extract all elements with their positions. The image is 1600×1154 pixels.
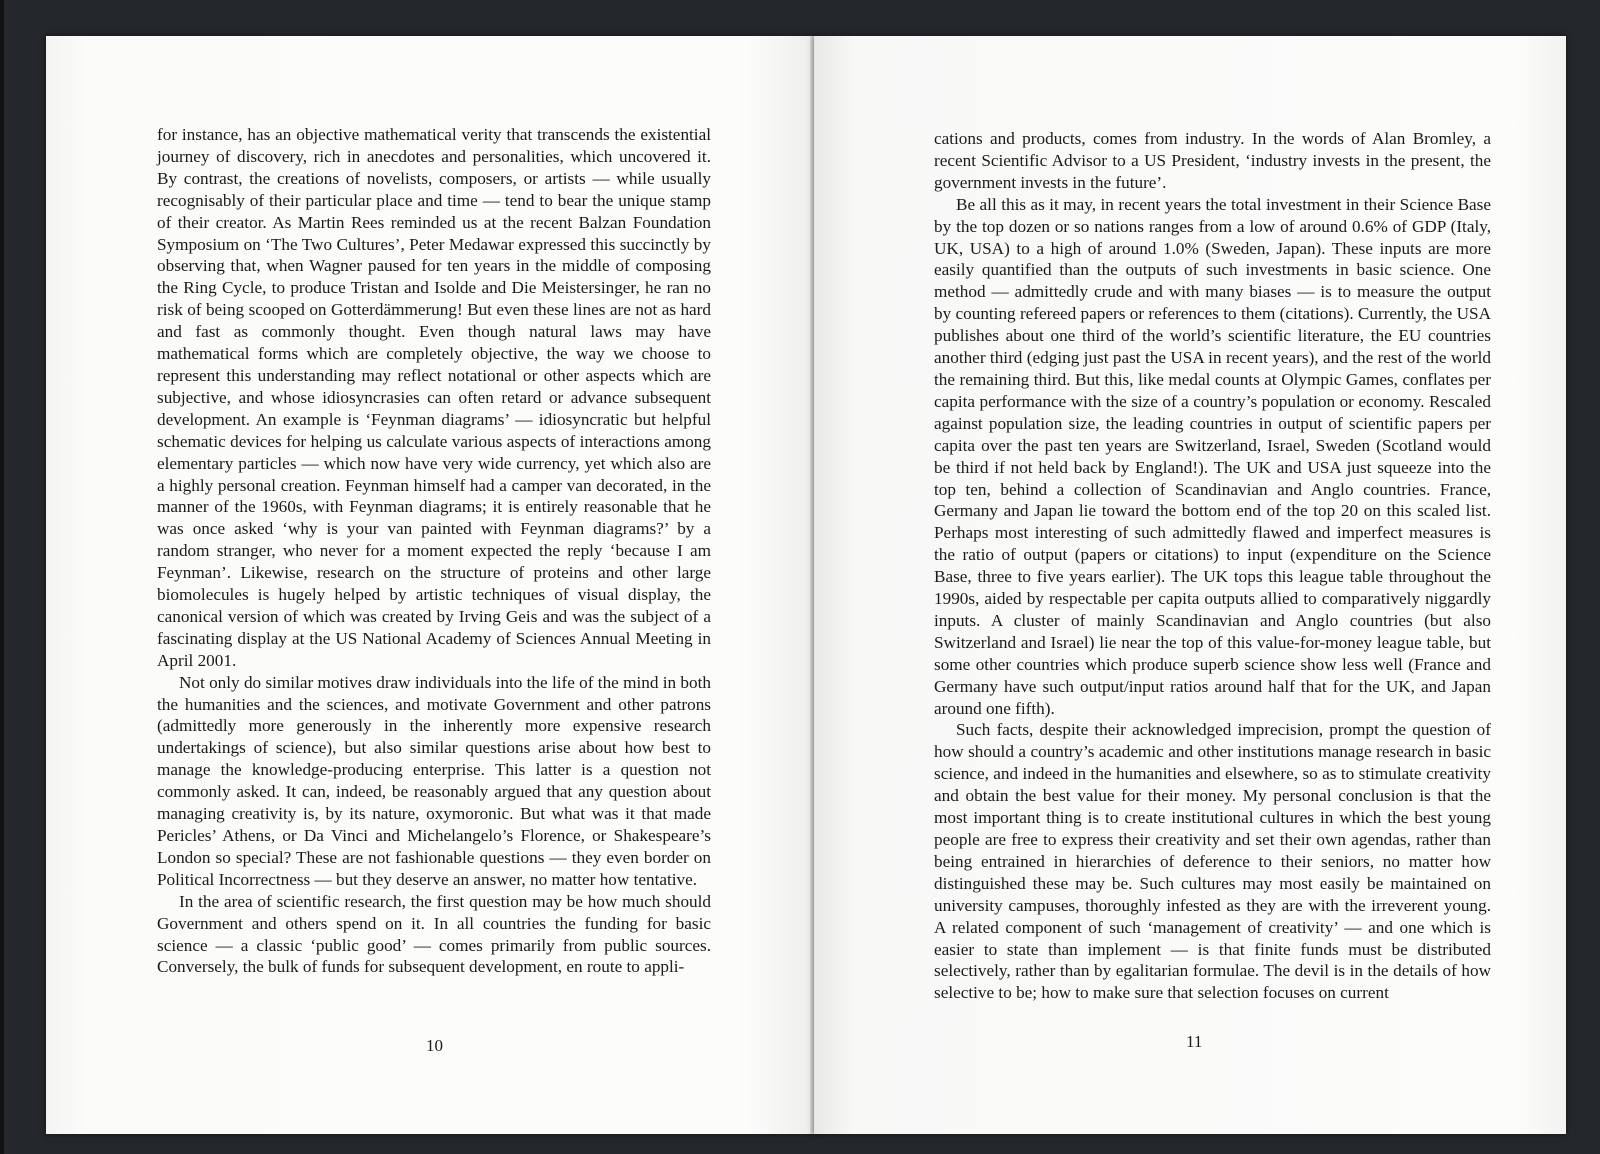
page-number-left: 10 xyxy=(426,1036,443,1055)
right-page xyxy=(814,36,1566,1134)
left-page xyxy=(46,36,814,1134)
right-paragraph-3: Such facts, despite their acknowledged imprecision, prompt the question of how should a country’s academic and other institutions manage research in basic science, and indeed in the humanities and elsewhere, so as to stimulate creativity and obtain the best value for their money. My personal conclusion is that the most important thing is to create institutional cultures in which the best young people are free to express their creativity and set their own agendas, rather than being entrained in hierarchies of deference to their seniors, no matter how distinguished these may be. Such cultures may most easily be maintained on university campuses, thoroughly infested as they are with the irreverent young. A related component of such ‘management of creativity’ — and one which is easier to state than implement — is that finite funds must be distributed selectively, rather than by egalitarian formulae. The devil is in the details of how selective to be; how to make sure that selection focuses on current xyxy=(934,720,1491,1003)
left-paragraph-1: for instance, has an objective mathematical verity that transcends the existential journey of discovery, rich in anecdotes and personalities, which uncovered it. By contrast, the creations of novelists, composers, or artists — while usually recognisably of their particular place and time — tend to bear the unique stamp of their creator. As Martin Rees reminded us at the recent Balzan Foundation Symposium on ‘The Two Cultures’, Peter Medawar expressed this succinctly by observing that, when Wagner paused for ten years in the middle of composing the Ring Cycle, to produce Tristan and Isolde and Die Meistersinger, he ran no risk of being scooped on Gotterdämmerung! But even these lines are not as hard and fast as commonly thought. Even though natural laws may have mathematical forms which are completely objective, the way we choose to represent this understanding may reflect notational or other aspects which are subjective, and whose idiosyncrasies can often retard or advance subsequent development. An example is ‘Feynman diagrams’ — idiosyncratic but helpful schematic devices for helping us calculate various aspects of interactions among elementary particles — which now have very wide currency, yet which also are a highly personal creation. Feynman himself had a camper van decorated, in the manner of the 1960s, with Feynman diagrams; it is entirely reasonable that he was once asked ‘why is your van painted with Feynman diagrams?’ by a random stranger, who never for a moment expected the reply ‘because I am Feynman’. Likewise, research on the structure of proteins and other large biomolecules is hugely helped by artistic techniques of visual display, the canonical version of which was created by Irving Geis and was the subject of a fascinating display at the US National Academy of Sciences Annual Meeting in April 2001. xyxy=(157,125,711,670)
left-paragraph-3: In the area of scientific research, the first question may be how much should Government and others spend on it. In all countries the funding for basic science — a classic ‘public good’ — comes primarily from public sources. Conversely, the bulk of funds for subsequent development, en route to appli- xyxy=(157,891,711,977)
left-page-body xyxy=(157,124,711,978)
right-paragraph-1: cations and products, comes from industry. In the words of Alan Bromley, a recent Scientific Advisor to a US President, ‘industry invests in the present, the government invests in the future’. xyxy=(934,129,1491,192)
book-spread xyxy=(40,36,1570,1134)
scan-border-left xyxy=(0,0,4,1154)
left-paragraph-2: Not only do similar motives draw individuals into the life of the mind in both the humanities and the sciences, and motivate Government and other patrons (admittedly more generously in the inherently more expensive research undertakings of science), but also similar questions arise about how best to manage the knowledge-producing enterprise. This latter is a question not commonly asked. It can, indeed, be reasonably argued that any question about managing creativity is, by its nature, oxymoronic. But what was it that made Pericles’ Athens, or Da Vinci and Michelangelo’s Florence, or Shakespeare’s London so special? These are not fashionable questions — they even border on Political Incorrectness — but they deserve an answer, no matter how tentative. xyxy=(157,672,711,889)
right-page-body xyxy=(934,128,1491,1004)
page-number-right: 11 xyxy=(1186,1032,1203,1051)
right-paragraph-2: Be all this as it may, in recent years the total investment in their Science Base by the top dozen or so nations ranges from a low of around 0.6% of GDP (Italy, UK, USA) to a high of around 1.0% (Sweden, Japan). These inputs are more easily quantified than the outputs of such investments in basic science. One method — admittedly crude and with many biases — is to measure the output by counting refereed papers or references to them (citations). Currently, the USA publishes about one third of the world’s scientific literature, the EU countries another third (edging just past the USA in recent years), and the rest of the world the remaining third. But this, like medal counts at Olympic Games, conflates per capita performance with the size of a country’s population or economy. Rescaled against population size, the leading countries in output of scientific papers per capita over the past ten years are Switzerland, Israel, Sweden (Scotland would be third if not held back by England!). The UK and USA just squeeze into the top ten, behind a collection of Scandinavian and Anglo countries. France, Germany and Japan lie toward the bottom end of the top 20 on this scaled list. Perhaps most interesting of such admittedly flawed and imperfect measures is the ratio of output (papers or citations) to input (expenditure on the Science Base, three to five years earlier). The UK tops this league table throughout the 1990s, aided by respectable per capita outputs allied to comparatively niggardly inputs. A cluster of mainly Scandinavian and Anglo countries (but also Switzerland and Israel) lie near the top of this value-for-money league table, but some other countries which produce superb science show less well (France and Germany have such output/input ratios around half that for the UK, and Japan around one fifth). xyxy=(934,194,1491,718)
